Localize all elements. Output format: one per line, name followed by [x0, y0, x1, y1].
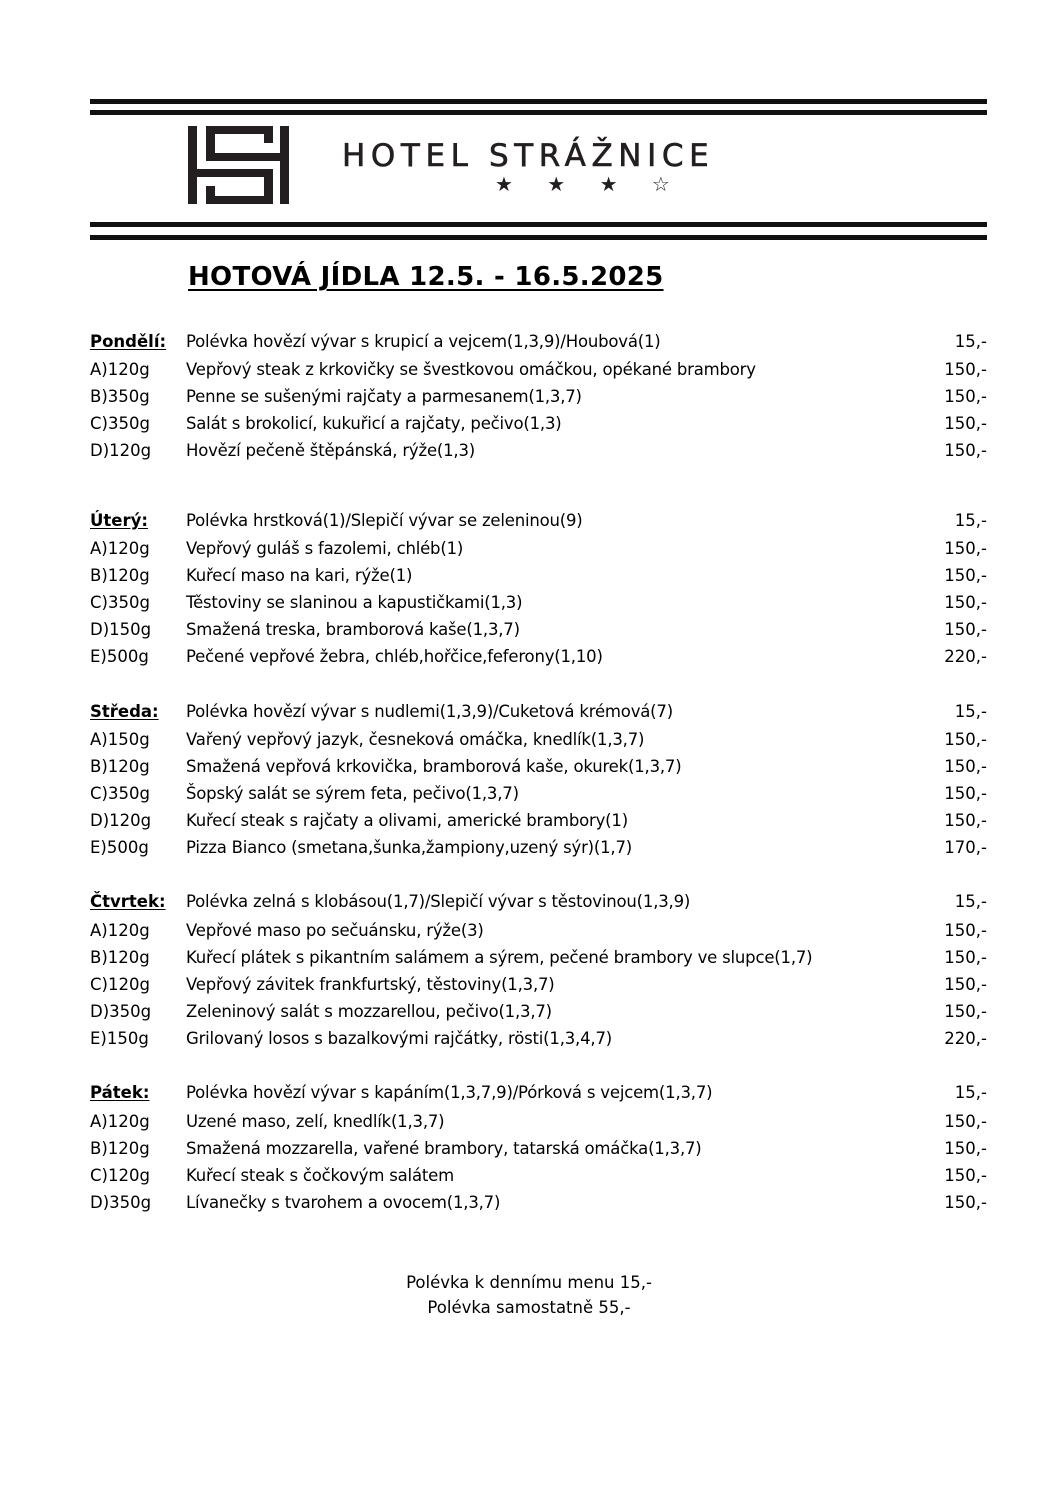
soup-price: 15,- — [954, 1083, 987, 1102]
menu-item — [90, 730, 987, 752]
menu-item — [90, 921, 987, 943]
item-description: Pizza Bianco (smetana,šunka,žampiony,uzený sýr)(1,7) — [186, 838, 633, 857]
footer-soup-standalone: Polévka samostatně 55,- — [427, 1298, 631, 1317]
day-section-tuesday — [90, 511, 987, 533]
item-label: E)500g — [90, 838, 149, 857]
item-price: 150,- — [944, 593, 987, 612]
menu-item — [90, 1029, 987, 1051]
item-price: 150,- — [944, 566, 987, 585]
item-description: Smažená mozzarella, vařené brambory, tatarská omáčka(1,3,7) — [186, 1139, 702, 1158]
header-rule-top-1 — [90, 99, 987, 104]
menu-item — [90, 441, 987, 463]
item-price: 150,- — [944, 1166, 987, 1185]
hotel-name: HOTEL STRÁŽNICE — [342, 138, 715, 174]
item-description: Salát s brokolicí, kukuřicí a rajčaty, pečivo(1,3) — [186, 414, 562, 433]
item-label: C)120g — [90, 975, 150, 994]
item-description: Penne se sušenými rajčaty a parmesanem(1,3,7) — [186, 387, 582, 406]
soup-description: Polévka hovězí vývar s nudlemi(1,3,9)/Cuketová krémová(7) — [186, 702, 673, 721]
item-price: 150,- — [944, 948, 987, 967]
soup-price: 15,- — [954, 702, 987, 721]
item-label: D)350g — [90, 1002, 152, 1021]
item-description: Vepřové maso po sečuánsku, rýže(3) — [186, 921, 484, 940]
soup-price: 15,- — [954, 332, 987, 351]
soup-description: Polévka hovězí vývar s krupicí a vejcem(1,3,9)/Houbová(1) — [186, 332, 661, 351]
item-label: C)120g — [90, 1166, 150, 1185]
item-description: Kuřecí maso na kari, rýže(1) — [186, 566, 413, 585]
hs-monogram-logo-icon — [186, 126, 290, 204]
item-price: 220,- — [944, 647, 987, 666]
soup-description: Polévka hovězí vývar s kapáním(1,3,7,9)/Pórková s vejcem(1,3,7) — [186, 1083, 713, 1102]
item-label: A)120g — [90, 921, 150, 940]
menu-item — [90, 566, 987, 588]
item-description: Vepřový steak z krkovičky se švestkovou omáčkou, opékané brambory — [186, 360, 756, 379]
header-rule-top-2 — [90, 110, 987, 115]
day-label: Čtvrtek: — [90, 892, 166, 911]
item-description: Vepřový guláš s fazolemi, chléb(1) — [186, 539, 464, 558]
soup-description: Polévka zelná s klobásou(1,7)/Slepičí vývar s těstovinou(1,3,9) — [186, 892, 691, 911]
menu-item — [90, 1193, 987, 1215]
item-label: A)150g — [90, 730, 150, 749]
menu-item — [90, 838, 987, 860]
menu-item — [90, 811, 987, 833]
item-description: Kuřecí steak s čočkovým salátem — [186, 1166, 454, 1185]
item-description: Pečené vepřové žebra, chléb,hořčice,feferony(1,10) — [186, 647, 603, 666]
item-price: 150,- — [944, 1139, 987, 1158]
item-price: 220,- — [944, 1029, 987, 1048]
item-price: 170,- — [944, 838, 987, 857]
menu-item — [90, 1002, 987, 1024]
item-label: A)120g — [90, 539, 150, 558]
day-label: Pondělí: — [90, 332, 167, 351]
item-price: 150,- — [944, 1002, 987, 1021]
day-label: Středa: — [90, 702, 159, 721]
menu-item — [90, 1139, 987, 1161]
item-label: E)150g — [90, 1029, 149, 1048]
footer-notes — [0, 1273, 1058, 1323]
item-description: Smažená vepřová krkovička, bramborová kaše, okurek(1,3,7) — [186, 757, 682, 776]
menu-item — [90, 647, 987, 669]
menu-item — [90, 360, 987, 382]
day-label: Úterý: — [90, 511, 148, 530]
item-description: Hovězí pečeně štěpánská, rýže(1,3) — [186, 441, 476, 460]
item-description: Lívanečky s tvarohem a ovocem(1,3,7) — [186, 1193, 501, 1212]
menu-item — [90, 975, 987, 997]
item-price: 150,- — [944, 811, 987, 830]
item-price: 150,- — [944, 730, 987, 749]
item-label: D)120g — [90, 811, 152, 830]
soup-price: 15,- — [954, 892, 987, 911]
item-label: A)120g — [90, 1112, 150, 1131]
day-label: Pátek: — [90, 1083, 150, 1102]
item-label: D)120g — [90, 441, 152, 460]
item-description: Šopský salát se sýrem feta, pečivo(1,3,7) — [186, 784, 519, 803]
menu-item — [90, 1166, 987, 1188]
header-rule-bottom-2 — [90, 235, 987, 240]
item-price: 150,- — [944, 921, 987, 940]
header-rule-bottom-1 — [90, 222, 987, 227]
item-description: Vepřový závitek frankfurtský, těstoviny(1,3,7) — [186, 975, 555, 994]
item-description: Kuřecí plátek s pikantním salámem a sýrem, pečené brambory ve slupce(1,7) — [186, 948, 813, 967]
menu-item — [90, 387, 987, 409]
item-price: 150,- — [944, 757, 987, 776]
day-section-monday — [90, 332, 987, 354]
item-label: E)500g — [90, 647, 149, 666]
item-label: B)120g — [90, 566, 150, 585]
menu-item — [90, 414, 987, 436]
menu-item — [90, 948, 987, 970]
item-label: B)120g — [90, 1139, 150, 1158]
item-price: 150,- — [944, 620, 987, 639]
day-section-wednesday — [90, 702, 987, 724]
menu-item — [90, 539, 987, 561]
item-label: C)350g — [90, 593, 150, 612]
item-price: 150,- — [944, 975, 987, 994]
item-label: C)350g — [90, 784, 150, 803]
item-description: Uzené maso, zelí, knedlík(1,3,7) — [186, 1112, 445, 1131]
item-label: C)350g — [90, 414, 150, 433]
item-description: Kuřecí steak s rajčaty a olivami, americké brambory(1) — [186, 811, 628, 830]
menu-item — [90, 593, 987, 615]
menu-title: HOTOVÁ JÍDLA 12.5. - 16.5.2025 — [188, 262, 664, 292]
soup-price: 15,- — [954, 511, 987, 530]
day-section-thursday — [90, 892, 987, 914]
day-section-friday — [90, 1083, 987, 1105]
item-price: 150,- — [944, 1193, 987, 1212]
item-price: 150,- — [944, 1112, 987, 1131]
item-price: 150,- — [944, 539, 987, 558]
item-label: B)120g — [90, 757, 150, 776]
item-label: B)350g — [90, 387, 150, 406]
item-description: Smažená treska, bramborová kaše(1,3,7) — [186, 620, 520, 639]
item-price: 150,- — [944, 360, 987, 379]
item-price: 150,- — [944, 414, 987, 433]
item-description: Zeleninový salát s mozzarellou, pečivo(1,3,7) — [186, 1002, 552, 1021]
item-price: 150,- — [944, 784, 987, 803]
menu-item — [90, 784, 987, 806]
menu-item — [90, 620, 987, 642]
item-label: B)120g — [90, 948, 150, 967]
footer-soup-with-menu: Polévka k dennímu menu 15,- — [406, 1273, 652, 1292]
item-price: 150,- — [944, 441, 987, 460]
menu-item — [90, 1112, 987, 1134]
soup-description: Polévka hrstková(1)/Slepičí vývar se zeleninou(9) — [186, 511, 583, 530]
item-label: A)120g — [90, 360, 150, 379]
item-label: D)150g — [90, 620, 152, 639]
item-label: D)350g — [90, 1193, 152, 1212]
star-rating-icon: ★ ★ ★ ☆ — [495, 172, 684, 196]
item-price: 150,- — [944, 387, 987, 406]
item-description: Grilovaný losos s bazalkovými rajčátky, rösti(1,3,4,7) — [186, 1029, 612, 1048]
menu-item — [90, 757, 987, 779]
item-description: Těstoviny se slaninou a kapustičkami(1,3) — [186, 593, 523, 612]
item-description: Vařený vepřový jazyk, česneková omáčka, knedlík(1,3,7) — [186, 730, 645, 749]
